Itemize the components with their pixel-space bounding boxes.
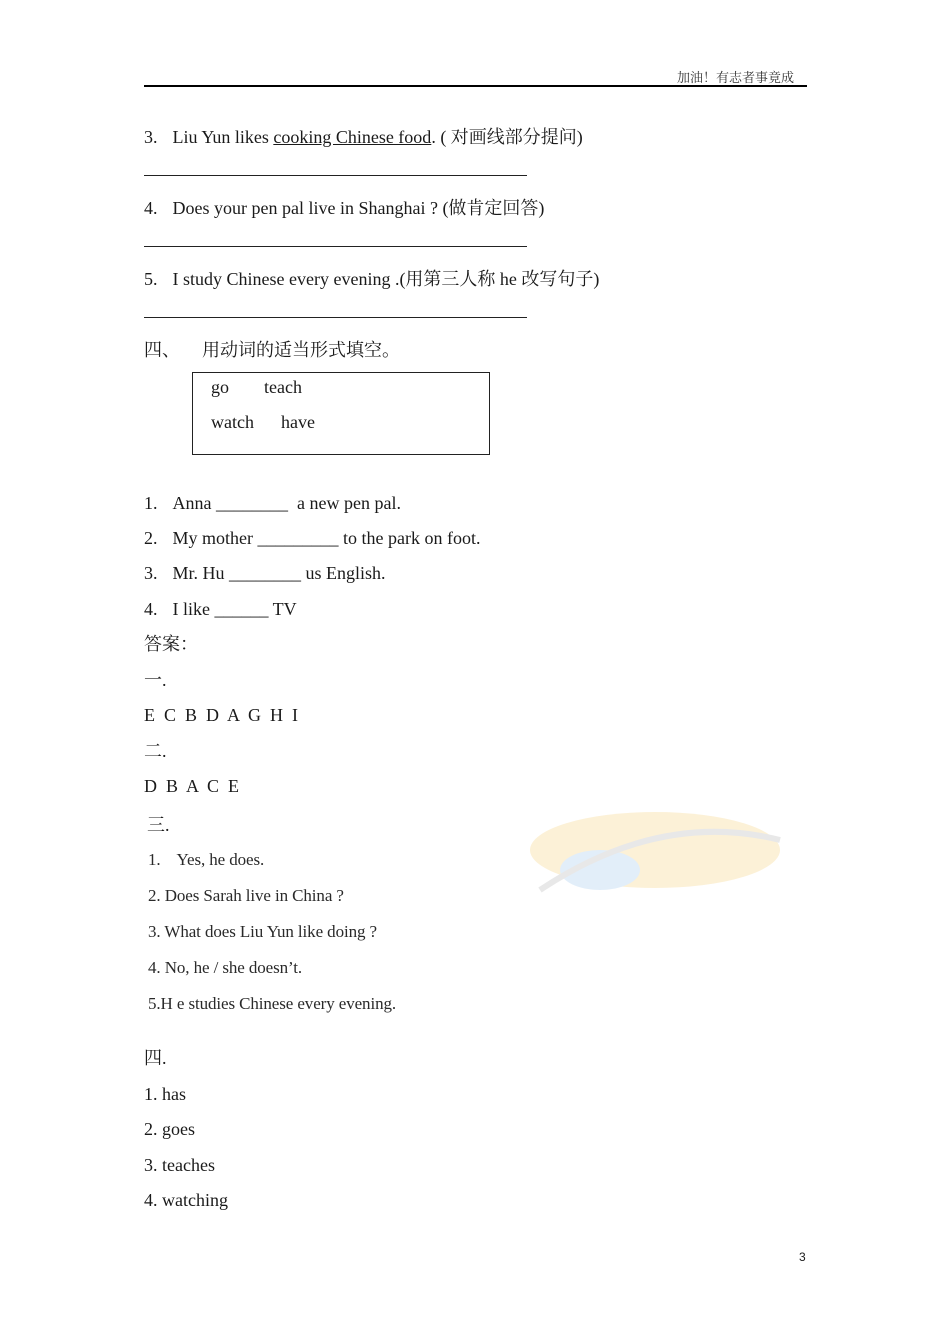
answer-3-2: 2. Does Sarah live in China ? — [148, 886, 344, 905]
question-3-3 — [144, 126, 583, 148]
answers-title: 答案： — [144, 634, 198, 654]
question-text: Does your pen pal live in Shanghai ? (做肯定回答) — [172, 198, 545, 218]
answer-line — [144, 175, 527, 176]
answer-4-2: 2. goes — [144, 1119, 195, 1139]
question-number: 3. — [144, 127, 158, 147]
section-4-heading — [144, 339, 400, 361]
header-motto: 加油！有志者事竟成 — [677, 70, 795, 85]
section-number: 四、 — [144, 340, 180, 360]
answers-part3-label: 三. — [147, 815, 170, 835]
question-text: My mother _________ to the park on foot. — [172, 528, 481, 548]
header-rule — [144, 85, 807, 87]
word-box-go: go — [211, 377, 229, 397]
answer-line — [144, 246, 527, 247]
question-4-3 — [144, 562, 386, 584]
question-number: 1. — [144, 493, 158, 513]
watermark-logo — [520, 800, 790, 920]
page-number: 3 — [799, 1250, 806, 1264]
question-4-4 — [144, 598, 297, 620]
question-text: I study Chinese every evening .(用第三人称 he 改写句子) — [172, 269, 600, 289]
question-instruction: . ( 对画线部分提问) — [431, 127, 583, 147]
section-instruction: 用动词的适当形式填空。 — [202, 340, 400, 360]
question-4-1 — [144, 492, 401, 514]
answers-part4-label: 四. — [144, 1048, 167, 1068]
underlined-phrase: cooking Chinese food — [273, 127, 432, 147]
question-3-5 — [144, 268, 599, 290]
answer-4-3: 3. teaches — [144, 1155, 215, 1175]
question-4-2 — [144, 527, 480, 549]
question-text: I like ______ TV — [172, 599, 297, 619]
question-text: Liu Yun likes — [172, 127, 274, 147]
answer-3-1: 1. Yes, he does. — [148, 850, 265, 869]
question-number: 2. — [144, 528, 158, 548]
word-box-watch: watch — [211, 412, 254, 432]
question-number: 4. — [144, 198, 158, 218]
answer-line — [144, 317, 527, 318]
answers-part2: D B A C E — [144, 776, 240, 796]
question-text: Anna ________ a new pen pal. — [172, 493, 401, 513]
answer-3-4: 4. No, he / she doesn’t. — [148, 958, 303, 977]
word-box-teach: teach — [264, 377, 302, 397]
question-number: 5. — [144, 269, 158, 289]
question-number: 3. — [144, 563, 158, 583]
word-box-have: have — [281, 412, 315, 432]
answers-part1-label: 一. — [144, 670, 167, 690]
question-3-4 — [144, 197, 544, 219]
question-text: Mr. Hu ________ us English. — [172, 563, 386, 583]
question-number: 4. — [144, 599, 158, 619]
answer-4-4: 4. watching — [144, 1190, 228, 1210]
answers-part1: E C B D A G H I — [144, 705, 299, 725]
answer-3-3: 3. What does Liu Yun like doing ? — [148, 922, 377, 941]
answers-part2-label: 二. — [144, 741, 167, 761]
answer-3-5: 5.H e studies Chinese every evening. — [148, 994, 397, 1013]
answer-4-1: 1. has — [144, 1084, 186, 1104]
